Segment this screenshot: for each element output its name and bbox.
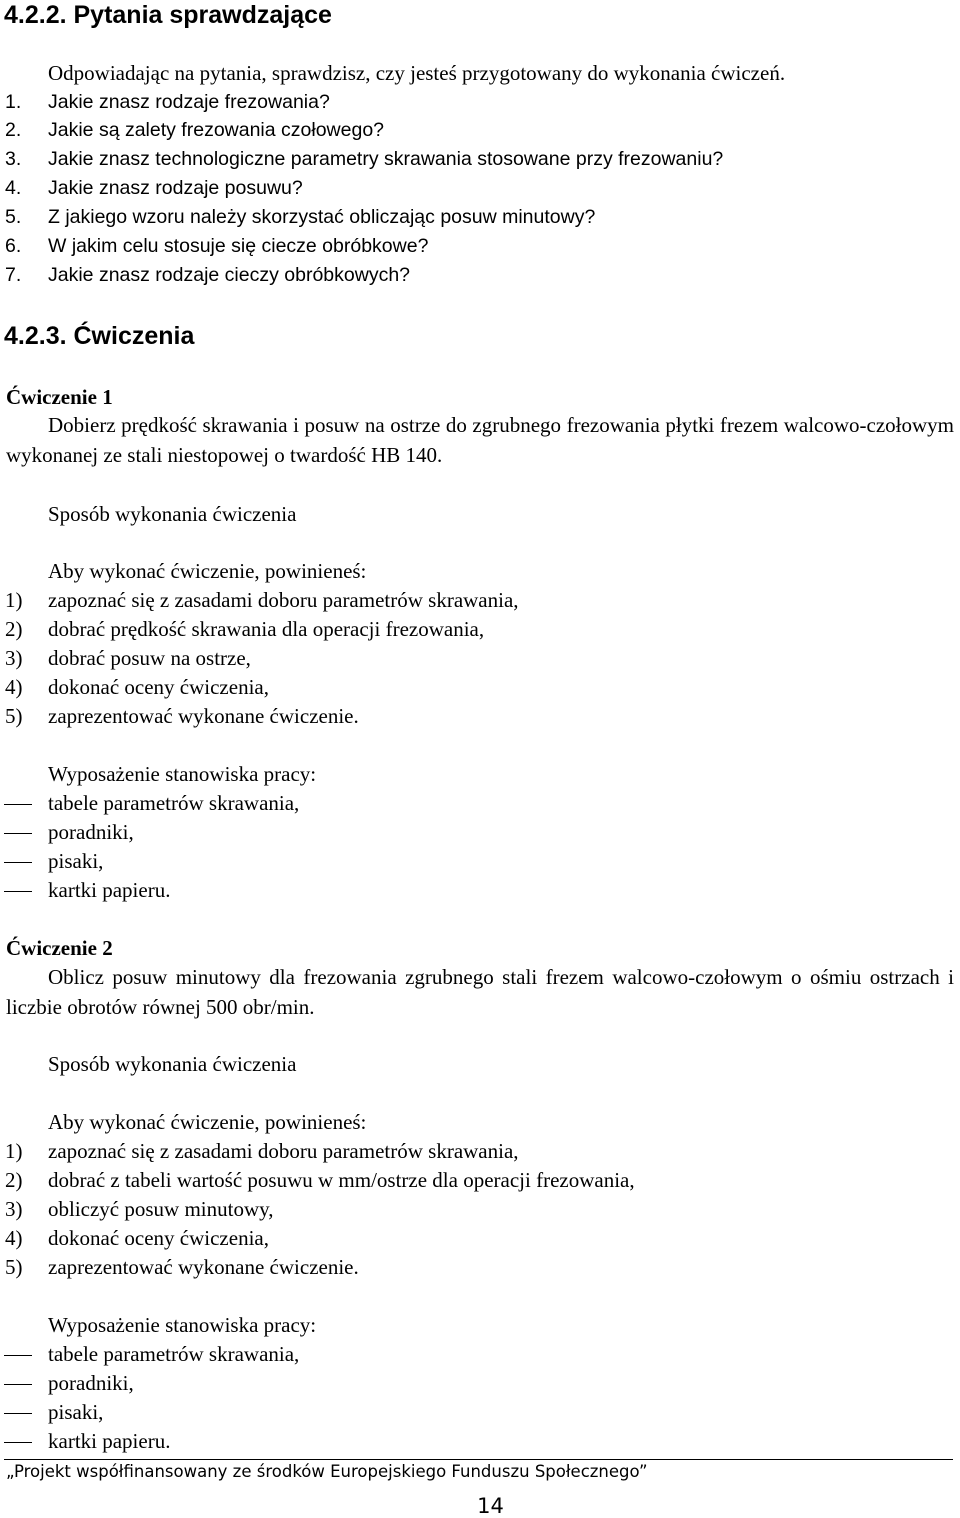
question-number: 3. xyxy=(5,148,22,170)
step-number: 5) xyxy=(5,1255,23,1279)
exercise-2-equipment-heading: Wyposażenie stanowiska pracy: xyxy=(48,1313,317,1337)
question-number: 1. xyxy=(5,91,22,113)
step-number: 4) xyxy=(5,675,23,699)
exercise-1-description: Dobierz prędkość skrawania i posuw na ostrze do zgrubnego frezowania płytki frezem walcowo-czołowym wykonanej ze stali niestopowej o twardość HB 140. xyxy=(6,413,954,467)
step-item xyxy=(0,1138,900,1164)
question-number: 6. xyxy=(5,235,22,257)
questions-intro: Odpowiadając na pytania, sprawdzisz, czy jesteś przygotowany do wykonania ćwiczeń. xyxy=(48,61,786,85)
question-number: 7. xyxy=(5,264,22,286)
step-number: 3) xyxy=(5,1197,23,1221)
step-item xyxy=(0,1196,900,1222)
exercise-1-method-heading: Sposób wykonania ćwiczenia xyxy=(48,502,297,526)
step-text: dobrać z tabeli wartość posuwu w mm/ostrze dla operacji frezowania, xyxy=(48,1168,635,1192)
question-text: W jakim celu stosuje się ciecze obróbkowe? xyxy=(48,235,429,257)
question-item xyxy=(0,262,900,288)
step-item xyxy=(0,616,900,642)
exercise-1-steps-intro: Aby wykonać ćwiczenie, powinieneś: xyxy=(48,559,367,583)
question-item xyxy=(0,175,900,201)
step-number: 2) xyxy=(5,1168,23,1192)
step-number: 3) xyxy=(5,646,23,670)
equipment-text: pisaki, xyxy=(48,849,104,873)
question-text: Jakie znasz rodzaje frezowania? xyxy=(48,91,330,113)
step-number: 5) xyxy=(5,704,23,728)
section-heading-exercises: 4.2.3. Ćwiczenia xyxy=(4,322,195,350)
dash-bullet xyxy=(4,862,32,863)
question-text: Jakie znasz technologiczne parametry skrawania stosowane przy frezowaniu? xyxy=(48,148,724,170)
step-item xyxy=(0,1167,900,1193)
exercise-2-method-heading: Sposób wykonania ćwiczenia xyxy=(48,1052,297,1076)
step-text: zaprezentować wykonane ćwiczenie. xyxy=(48,704,359,728)
equipment-item xyxy=(0,877,900,903)
equipment-text: kartki papieru. xyxy=(48,1429,171,1453)
step-item xyxy=(0,674,900,700)
step-item xyxy=(0,1254,900,1280)
equipment-item xyxy=(0,1341,900,1367)
question-text: Jakie są zalety frezowania czołowego? xyxy=(48,119,385,141)
step-text: dobrać prędkość skrawania dla operacji frezowania, xyxy=(48,617,485,641)
section-heading-questions: 4.2.2. Pytania sprawdzające xyxy=(4,1,332,29)
equipment-item xyxy=(0,790,900,816)
equipment-text: tabele parametrów skrawania, xyxy=(48,1342,300,1366)
step-number: 1) xyxy=(5,588,23,612)
question-item xyxy=(0,146,900,172)
step-item xyxy=(0,1225,900,1251)
equipment-item xyxy=(0,1399,900,1425)
step-item xyxy=(0,587,900,613)
step-text: obliczyć posuw minutowy, xyxy=(48,1197,274,1221)
exercise-1-title: Ćwiczenie 1 xyxy=(6,385,113,409)
dash-bullet xyxy=(4,891,32,892)
question-number: 2. xyxy=(5,119,22,141)
exercise-2-steps-intro: Aby wykonać ćwiczenie, powinieneś: xyxy=(48,1110,367,1134)
equipment-text: kartki papieru. xyxy=(48,878,171,902)
exercise-1-equipment-heading: Wyposażenie stanowiska pracy: xyxy=(48,762,317,786)
question-item xyxy=(0,89,900,115)
step-item xyxy=(0,645,900,671)
step-number: 2) xyxy=(5,617,23,641)
question-text: Z jakiego wzoru należy skorzystać obliczając posuw minutowy? xyxy=(48,206,596,228)
step-text: zaprezentować wykonane ćwiczenie. xyxy=(48,1255,359,1279)
question-item xyxy=(0,117,900,143)
exercise-2-title: Ćwiczenie 2 xyxy=(6,936,113,960)
dash-bullet xyxy=(4,1355,32,1356)
exercise-2-description: Oblicz posuw minutowy dla frezowania zgrubnego stali frezem walcowo-czołowym o ośmiu ostrzach i liczbie obrotów równej 500 obr/min. xyxy=(6,965,954,1019)
question-text: Jakie znasz rodzaje posuwu? xyxy=(48,177,303,199)
step-text: zapoznać się z zasadami doboru parametrów skrawania, xyxy=(48,588,519,612)
question-number: 5. xyxy=(5,206,22,228)
dash-bullet xyxy=(4,833,32,834)
question-item xyxy=(0,233,900,259)
footer-divider xyxy=(4,1459,953,1460)
question-number: 4. xyxy=(5,177,22,199)
question-text: Jakie znasz rodzaje cieczy obróbkowych? xyxy=(48,264,411,286)
equipment-item xyxy=(0,848,900,874)
dash-bullet xyxy=(4,804,32,805)
page-number: 14 xyxy=(477,1494,504,1518)
step-number: 1) xyxy=(5,1139,23,1163)
dash-bullet xyxy=(4,1442,32,1443)
step-item xyxy=(0,703,900,729)
footer-project-text: „Projekt współfinansowany ze środków Europejskiego Funduszu Społecznego” xyxy=(6,1462,648,1481)
equipment-text: poradniki, xyxy=(48,820,134,844)
dash-bullet xyxy=(4,1413,32,1414)
equipment-item xyxy=(0,1370,900,1396)
step-text: dokonać oceny ćwiczenia, xyxy=(48,675,269,699)
question-item xyxy=(0,204,900,230)
equipment-item xyxy=(0,819,900,845)
step-text: dokonać oceny ćwiczenia, xyxy=(48,1226,269,1250)
step-text: zapoznać się z zasadami doboru parametrów skrawania, xyxy=(48,1139,519,1163)
equipment-item xyxy=(0,1428,900,1454)
dash-bullet xyxy=(4,1384,32,1385)
step-number: 4) xyxy=(5,1226,23,1250)
equipment-text: pisaki, xyxy=(48,1400,104,1424)
step-text: dobrać posuw na ostrze, xyxy=(48,646,251,670)
equipment-text: tabele parametrów skrawania, xyxy=(48,791,300,815)
equipment-text: poradniki, xyxy=(48,1371,134,1395)
